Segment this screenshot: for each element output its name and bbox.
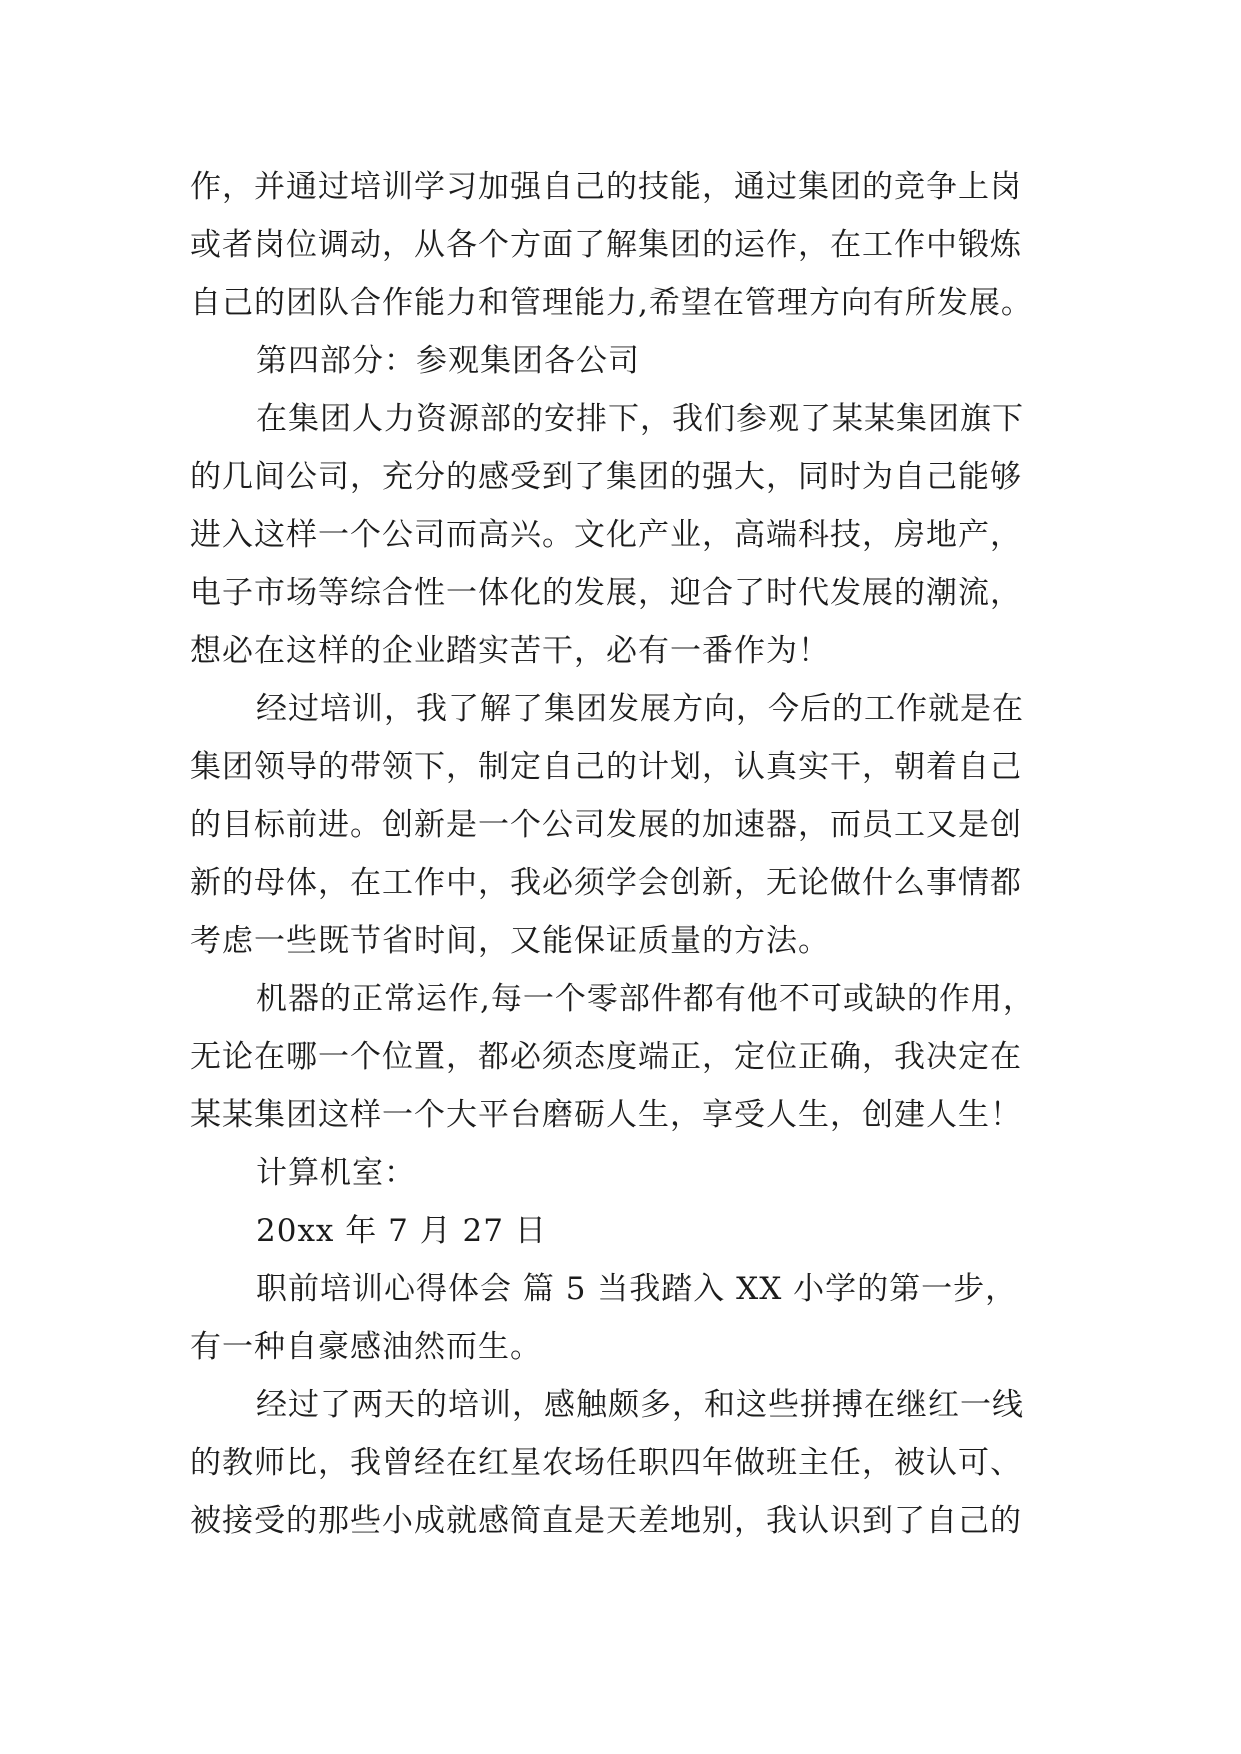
text-line: 的几间公司，充分的感受到了集团的强大，同时为自己能够 bbox=[190, 459, 1022, 495]
text-line: 自己的团队合作能力和管理能力,希望在管理方向有所发展。 bbox=[190, 285, 1033, 321]
text-line: 进入这样一个公司而高兴。文化产业，高端科技，房地产， bbox=[190, 517, 1022, 553]
text-line: 想必在这样的企业踏实苦干，必有一番作为！ bbox=[190, 633, 830, 669]
text-line: 作，并通过培训学习加强自己的技能，通过集团的竞争上岗 bbox=[190, 169, 1022, 205]
text-line: 考虑一些既节省时间，又能保证质量的方法。 bbox=[190, 923, 830, 959]
signature-line: 计算机室： bbox=[256, 1155, 416, 1191]
text-line: 集团领导的带领下，制定自己的计划，认真实干，朝着自己 bbox=[190, 749, 1022, 785]
text-line: 无论在哪一个位置，都必须态度端正，定位正确，我决定在 bbox=[190, 1039, 1022, 1075]
text-line: 经过了两天的培训，感触颇多，和这些拼搏在继红一线 bbox=[256, 1387, 1024, 1423]
text-line: 的目标前进。创新是一个公司发展的加速器，而员工又是创 bbox=[190, 807, 1022, 843]
text-line: 的教师比，我曾经在红星农场任职四年做班主任，被认可、 bbox=[190, 1445, 1022, 1481]
text-line: 机器的正常运作,每一个零部件都有他不可或缺的作用， bbox=[256, 981, 1035, 1017]
text-line: 某某集团这样一个大平台磨砺人生，享受人生，创建人生！ bbox=[190, 1097, 1022, 1133]
text-line: 电子市场等综合性一体化的发展，迎合了时代发展的潮流， bbox=[190, 575, 1022, 611]
text-line: 或者岗位调动，从各个方面了解集团的运作，在工作中锻炼 bbox=[190, 227, 1022, 263]
section-heading: 第四部分：参观集团各公司 bbox=[256, 343, 640, 379]
section-heading: 职前培训心得体会 篇 5 当我踏入 XX 小学的第一步， bbox=[256, 1271, 1018, 1307]
text-line: 被接受的那些小成就感简直是天差地别，我认识到了自己的 bbox=[190, 1503, 1022, 1539]
text-line: 经过培训，我了解了集团发展方向，今后的工作就是在 bbox=[256, 691, 1024, 727]
text-line: 有一种自豪感油然而生。 bbox=[190, 1329, 542, 1365]
date-line: 20xx 年 7 月 27 日 bbox=[256, 1213, 547, 1249]
text-line: 在集团人力资源部的安排下，我们参观了某某集团旗下 bbox=[256, 401, 1024, 437]
text-line: 新的母体，在工作中，我必须学会创新，无论做什么事情都 bbox=[190, 865, 1022, 901]
